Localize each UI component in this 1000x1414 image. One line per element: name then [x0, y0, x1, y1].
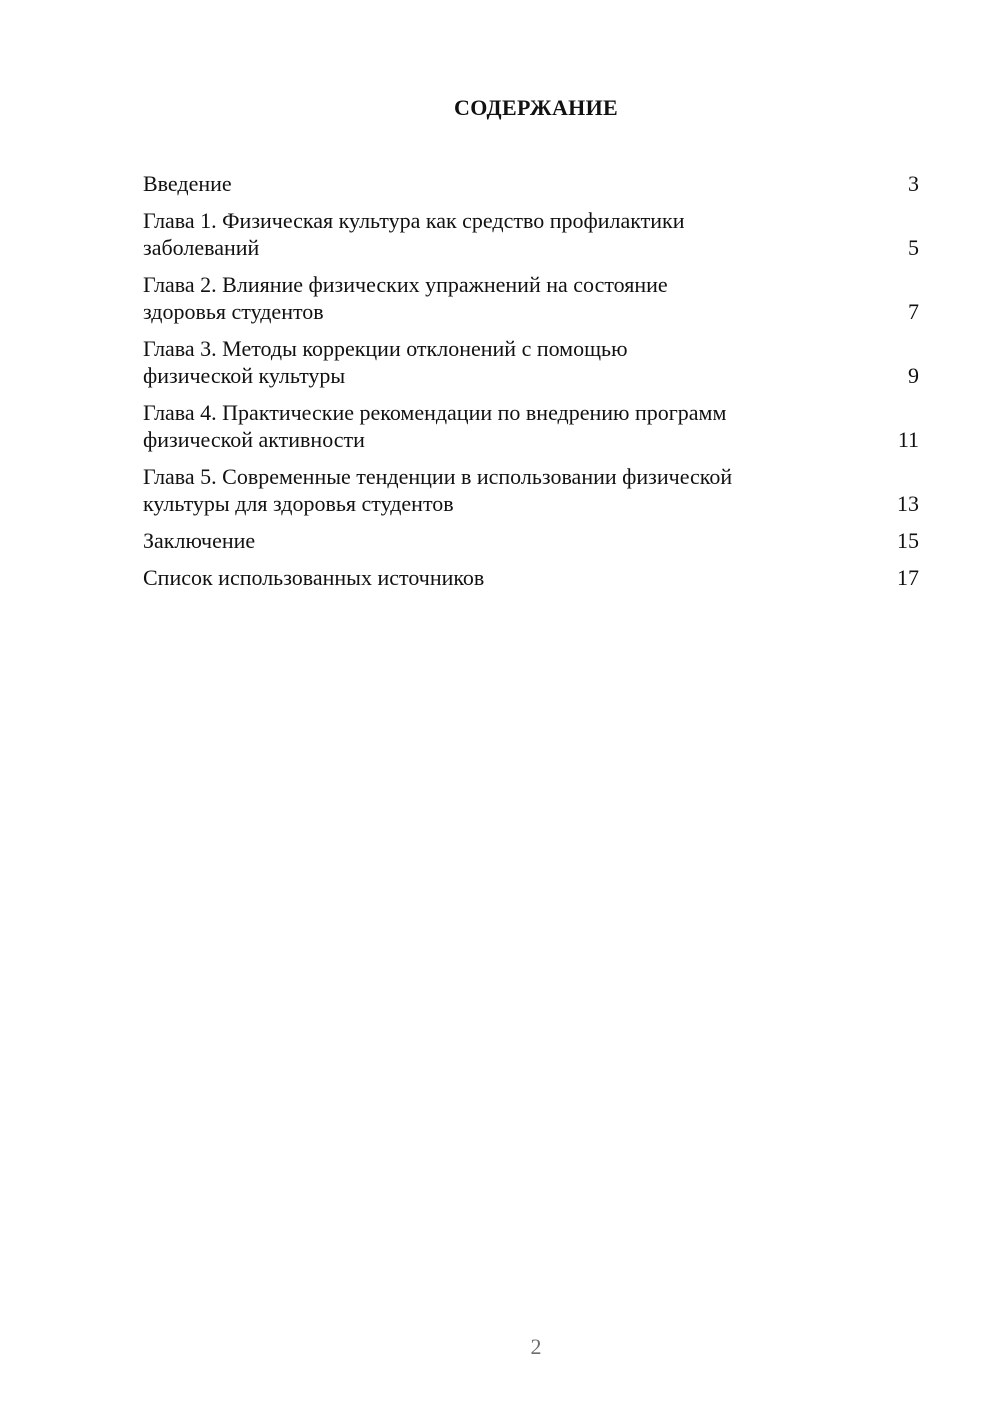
toc-entry-chapter-2[interactable] [143, 271, 919, 325]
toc-entry-title-line: Список использованных источников [143, 565, 485, 590]
toc-entry-chapter-4[interactable] [143, 399, 919, 453]
toc-entry-page-number: 3 [908, 171, 919, 196]
toc-entry-page-number: 7 [908, 299, 919, 324]
toc-entry-title-line: культуры для здоровья студентов [143, 491, 454, 516]
toc-entry-title-line: Заключение [143, 528, 256, 553]
toc-entry-references[interactable] [143, 564, 919, 591]
toc-entry-title [143, 170, 232, 197]
toc-entry-title-line: заболеваний [143, 235, 260, 260]
table-of-contents [143, 170, 919, 601]
toc-entry-chapter-1[interactable] [143, 207, 919, 261]
toc-entry-title [143, 463, 732, 517]
page-title: СОДЕРЖАНИЕ [454, 95, 618, 120]
toc-entry-title-line: здоровья студентов [143, 299, 324, 324]
toc-entry-title [143, 271, 668, 325]
toc-entry-introduction[interactable] [143, 170, 919, 197]
toc-entry-title-line: Глава 3. Методы коррекции отклонений с помощью [143, 336, 628, 361]
toc-entry-title [143, 207, 685, 261]
toc-entry-title-line: Глава 2. Влияние физических упражнений на состояние [143, 272, 668, 297]
toc-entry-page-number: 11 [897, 427, 919, 452]
toc-entry-page-number: 9 [908, 363, 919, 388]
toc-entry-title-line: Глава 5. Современные тенденции в использовании физической [143, 464, 733, 489]
toc-entry-page-number: 15 [897, 528, 919, 553]
toc-entry-title-line: физической культуры [143, 363, 346, 388]
toc-entry-chapter-3[interactable] [143, 335, 919, 389]
toc-entry-title-line: физической активности [143, 427, 365, 452]
toc-entry-page-number: 13 [897, 491, 919, 516]
toc-entry-title-line: Глава 4. Практические рекомендации по внедрению программ [143, 400, 727, 425]
toc-entry-page-number: 5 [908, 235, 919, 260]
toc-entry-title-line: Введение [143, 171, 232, 196]
page-number: 2 [530, 1334, 542, 1359]
toc-entry-title [143, 564, 484, 591]
toc-entry-page-number: 17 [897, 565, 919, 590]
toc-entry-title [143, 335, 628, 389]
toc-entry-title [143, 527, 255, 554]
toc-entry-chapter-5[interactable] [143, 463, 919, 517]
toc-entry-title [143, 399, 726, 453]
toc-entry-conclusion[interactable] [143, 527, 919, 554]
toc-entry-title-line: Глава 1. Физическая культура как средство профилактики [143, 208, 685, 233]
